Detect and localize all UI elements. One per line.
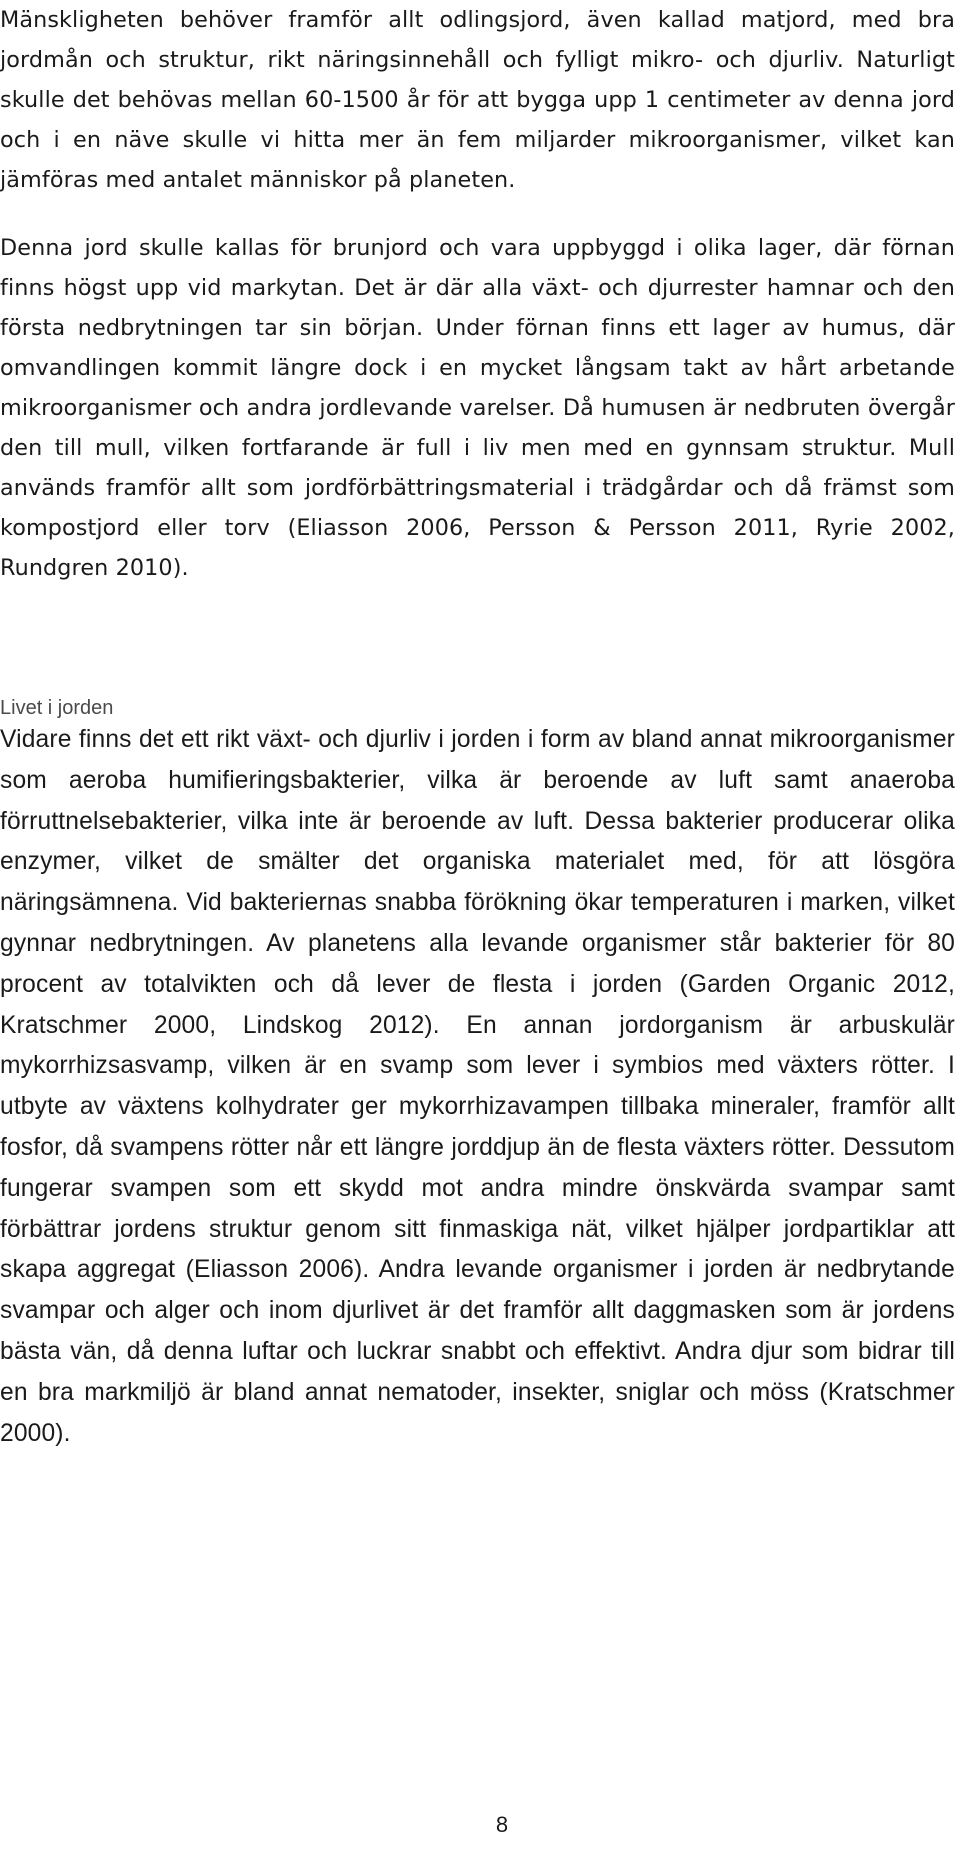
body-paragraph: Mänskligheten behöver framför allt odlingsjord, även kallad matjord, med bra jordmån och struktur, rikt näringsinnehåll och fylligt mikro- och djurliv. Naturligt skulle det behövas mellan 60-1500 år för att bygga upp 1 centimeter av denna jord och i en näve skulle vi hitta mer än fem miljarder mikroorganismer, vilket kan jämföras med antalet människor på planeten. <box>0 7 955 193</box>
body-paragraph: Vidare finns det ett rikt växt- och djurliv i jorden i form av bland annat mikroorganismer som aeroba humifieringsbakterier, vilka är beroende av luft samt anaeroba förruttnelsebakterier, vilka inte är beroende av luft. Dessa bakterier producerar olika enzymer, vilket de smälter det organiska materialet med, för att lösgöra näringsämnena. Vid bakteriernas snabba förökning ökar temperaturen i marken, vilket gynnar nedbrytningen. Av planetens alla levande organismer står bakterier för 80 procent av totalvikten och då lever de flesta i jorden (Garden Organic 2012, Kratschmer 2000, Lindskog 2012). En annan jordorganism är arbuskulär mykorrhizsasvamp, vilken är en svamp som lever i symbios med växters rötter. I utbyte av växtens kolhydrater ger mykorrhizavampen tillbaka mineraler, framför allt fosfor, då svampens rötter når ett längre jorddjup än de flesta växters rötter. Dessutom fungerar svampen som ett skydd mot andra mindre önskvärda svampar samt förbättrar jordens struktur genom sitt finmaskiga nät, vilket hjälper jordpartiklar att skapa aggregat (Eliasson 2006). Andra levande organismer i jorden är nedbrytande svampar och alger och inom djurlivet är det framför allt daggmasken som är jordens bästa vän, då denna luftar och luckrar snabbt och effektivt. Andra djur som bidrar till en bra markmiljö är bland annat nematoder, insekter, sniglar och möss (Kratschmer 2000). <box>0 726 955 1447</box>
page-number <box>0 1810 960 1840</box>
section-heading: Livet i jorden <box>0 697 114 719</box>
body-paragraph: Denna jord skulle kallas för brunjord och vara uppbyggd i olika lager, där förnan finns högst upp vid markytan. Det är där alla växt- och djurrester hamnar och den första nedbrytningen tar sin början. Under förnan finns ett lager av humus, där omvandlingen kommit längre dock i en mycket långsam takt av hårt arbetande mikroorganismer och andra jordlevande varelser. Då humusen är nedbruten övergår den till mull, vilken fortfarande är full i liv men med en gynnsam struktur. Mull används framför allt som jordförbättringsmaterial i trädgårdar och då främst som kompostjord eller torv (Eliasson 2006, Persson & Persson 2011, Ryrie 2002, Rundgren 2010). <box>0 235 955 581</box>
page-number-label: 8 <box>495 1812 509 1837</box>
